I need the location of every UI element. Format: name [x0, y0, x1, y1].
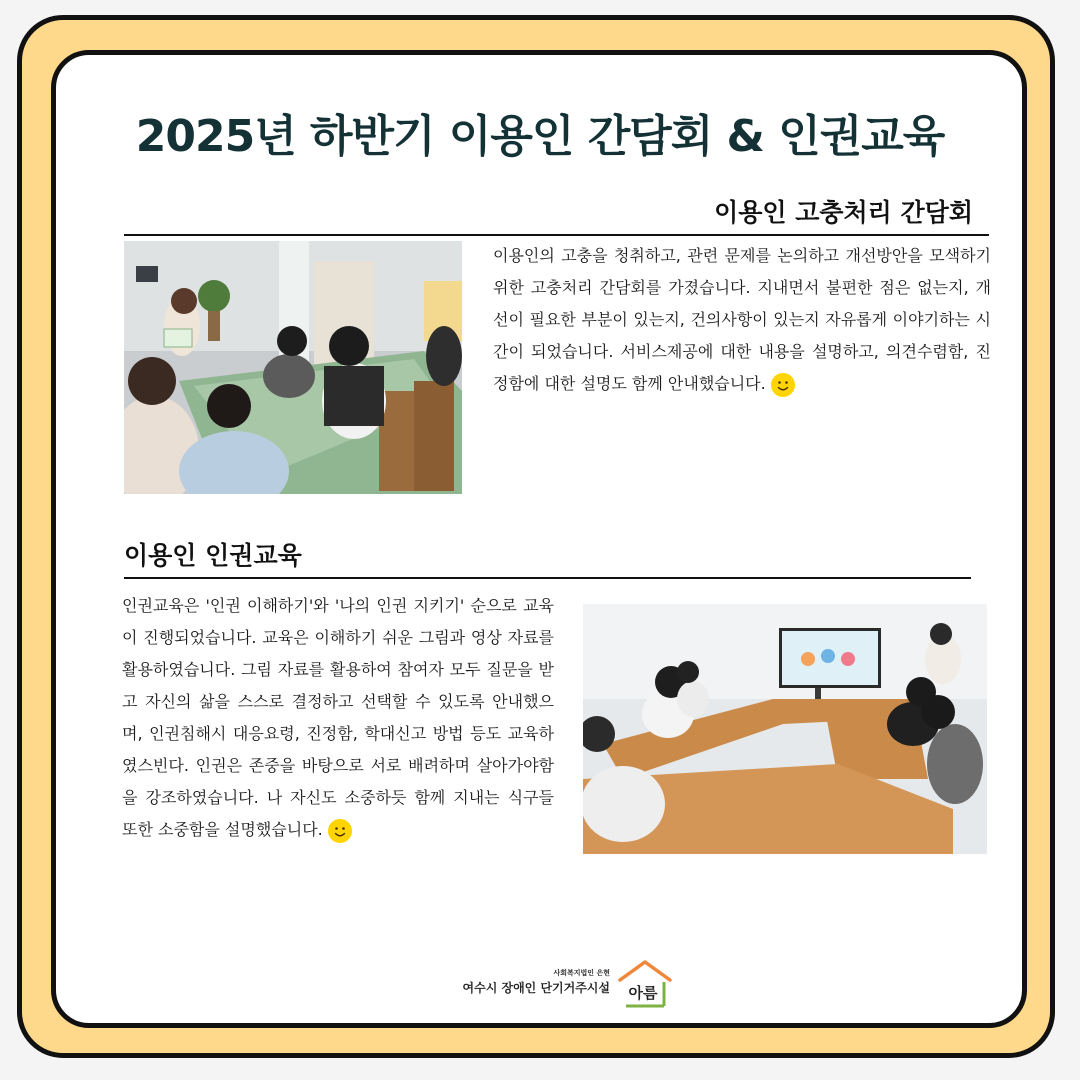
human-rights-description	[122, 590, 554, 846]
foundation-name: 사회복지법인 은현	[553, 969, 610, 977]
grievance-text: 이용인의 고충을 청취하고, 관련 문제를 논의하고 개선방안을 모색하기 위한 고충처리 간담회를 가졌습니다. 지내면서 불편한 점은 없는지, 개선이 필요한 부분이 있는지, 건의사항이 있는지 자유롭게 이야기하는 시간이 되었습니다. 서비스제공에 대한 내용을 설명하고, 의견수렴함, 진정함에 대한 설명도 함께 안내했습니다.	[493, 246, 991, 393]
smiley-face-icon	[327, 818, 353, 844]
section-heading-human-rights: 이용인 인권교육	[124, 541, 302, 570]
human-rights-class-photo	[583, 604, 987, 854]
human-rights-text: 인권교육은 '인권 이해하기'와 '나의 인권 지키기' 순으로 교육이 진행되었습니다. 교육은 이해하기 쉬운 그림과 영상 자료를 활용하였습니다. 그림 자료를 활용하여 참여자 모두 질문을 받고 자신의 삶을 스스로 결정하고 선택할 수 있도록 안내했으며, 인권침해시 대응요령, 진정함, 학대신고 방법 등도 교육하였스빈다. 인권은 존중을 바탕으로 서로 배려하며 살아가야함을 강조하였습니다. 나 자신도 소중하듯 함께 지내는 식구들 또한 소중함을 설명했습니다.	[122, 596, 554, 839]
grievance-meeting-photo	[124, 241, 462, 494]
facility-name: 여수시 장애인 단기거주시설	[462, 981, 610, 995]
section-heading-grievance: 이용인 고충처리 간담회	[714, 198, 973, 227]
divider	[124, 577, 971, 579]
page-title: 2025년 하반기 이용인 간담회 & 인권교육	[135, 111, 945, 162]
grievance-description	[493, 240, 991, 400]
smiley-face-icon	[770, 372, 796, 398]
divider	[124, 234, 989, 236]
logo-text: 아름	[628, 984, 658, 1002]
house-logo-icon	[616, 958, 674, 1010]
footer-organization	[420, 968, 610, 996]
